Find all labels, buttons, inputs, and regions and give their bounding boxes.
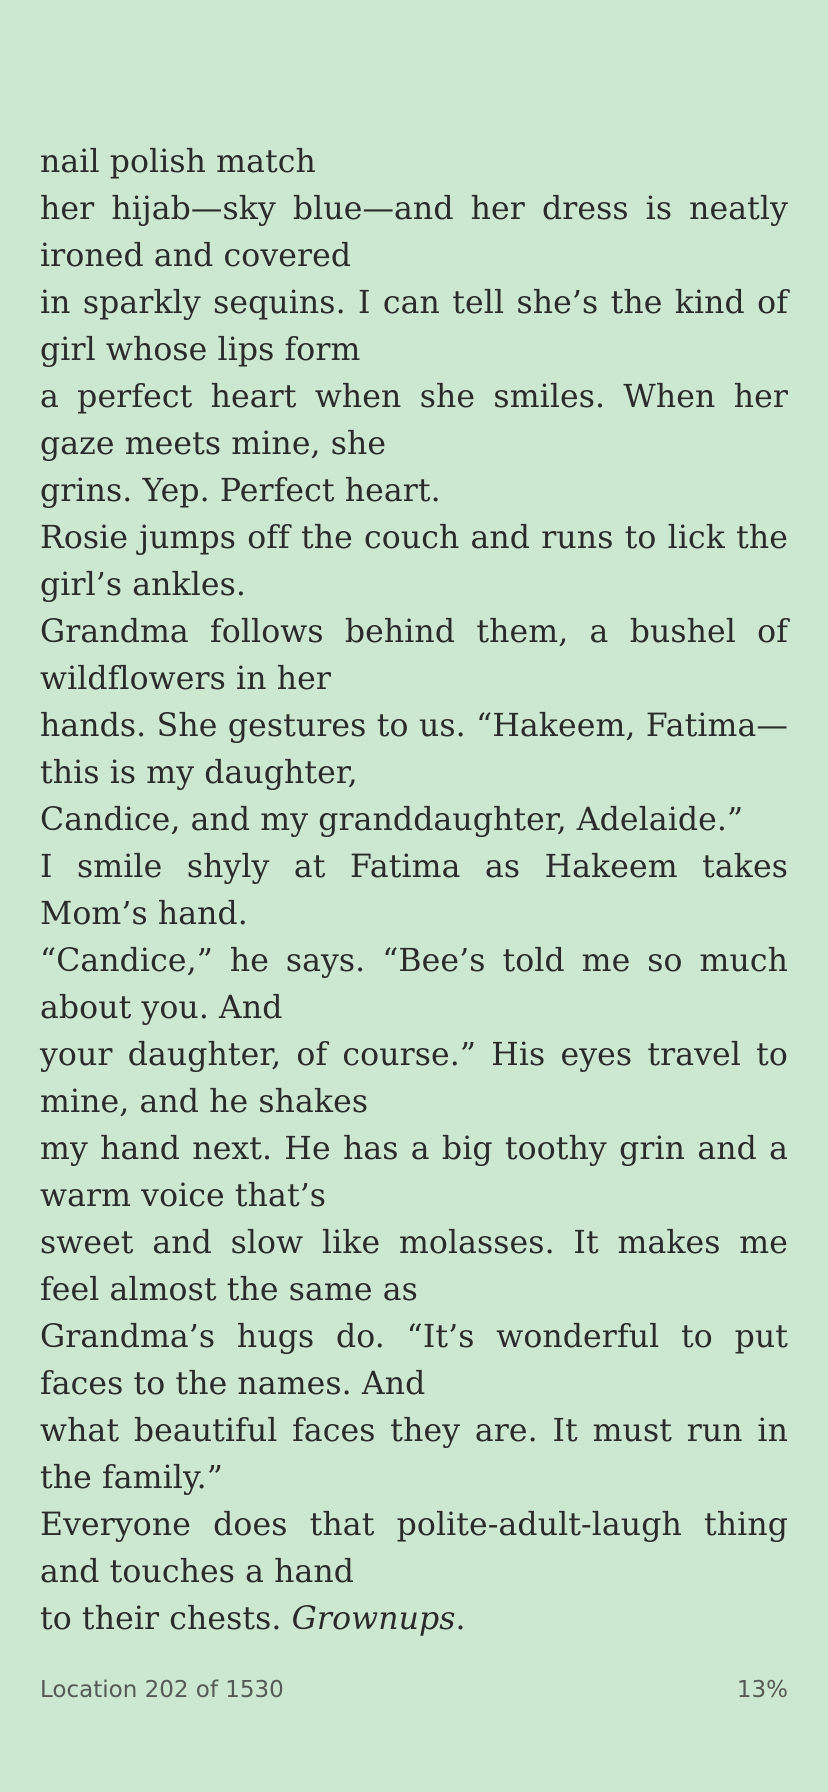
text-paragraph: sweet and slow like molasses. It makes me feel almost the same as [40,1225,788,1308]
text-paragraph: my hand next. He has a big toothy grin and a warm voice that’s [40,1131,788,1214]
text-paragraph: her hijab—sky blue—and her dress is neatly ironed and covered [40,191,788,274]
text-paragraph: Candice, and my granddaughter, Adelaide.” [40,802,744,838]
text-paragraph: hands. She gestures to us. “Hakeem, Fatima—this is my daughter, [40,708,788,791]
location-indicator[interactable]: Location 202 of 1530 [40,1677,284,1703]
text-paragraph: Grandma’s hugs do. “It’s wonderful to put faces to the names. And [40,1319,788,1402]
text-run: . [455,1601,466,1637]
text-paragraph: grins. Yep. Perfect heart. [40,473,441,509]
progress-percent: 13% [736,1677,788,1703]
reader-footer [40,1674,788,1706]
text-paragraph: your daughter, of course.” His eyes travel to mine, and he shakes [40,1037,788,1120]
reading-pane[interactable] [40,139,788,1643]
text-paragraph: Grandma follows behind them, a bushel of wildflowers in her [40,614,788,697]
text-paragraph: a perfect heart when she smiles. When her gaze meets mine, she [40,379,788,462]
text-paragraph-last [40,1596,788,1643]
text-paragraph: nail polish match [40,144,316,180]
text-paragraph: Rosie jumps off the couch and runs to lick the girl’s ankles. [40,520,788,603]
text-paragraph: in sparkly sequins. I can tell she’s the kind of girl whose lips form [40,285,788,368]
text-paragraph: I smile shyly at Fatima as Hakeem takes Mom’s hand. [40,849,788,932]
text-paragraph: “Candice,” he says. “Bee’s told me so much about you. And [40,943,788,1026]
text-paragraph: what beautiful faces they are. It must run in the family.” [40,1413,788,1496]
text-paragraph: Everyone does that polite-adult-laugh thing and touches a hand [40,1507,788,1590]
italic-text-run: Grownups [291,1601,456,1637]
text-run: to their chests. [40,1601,292,1637]
